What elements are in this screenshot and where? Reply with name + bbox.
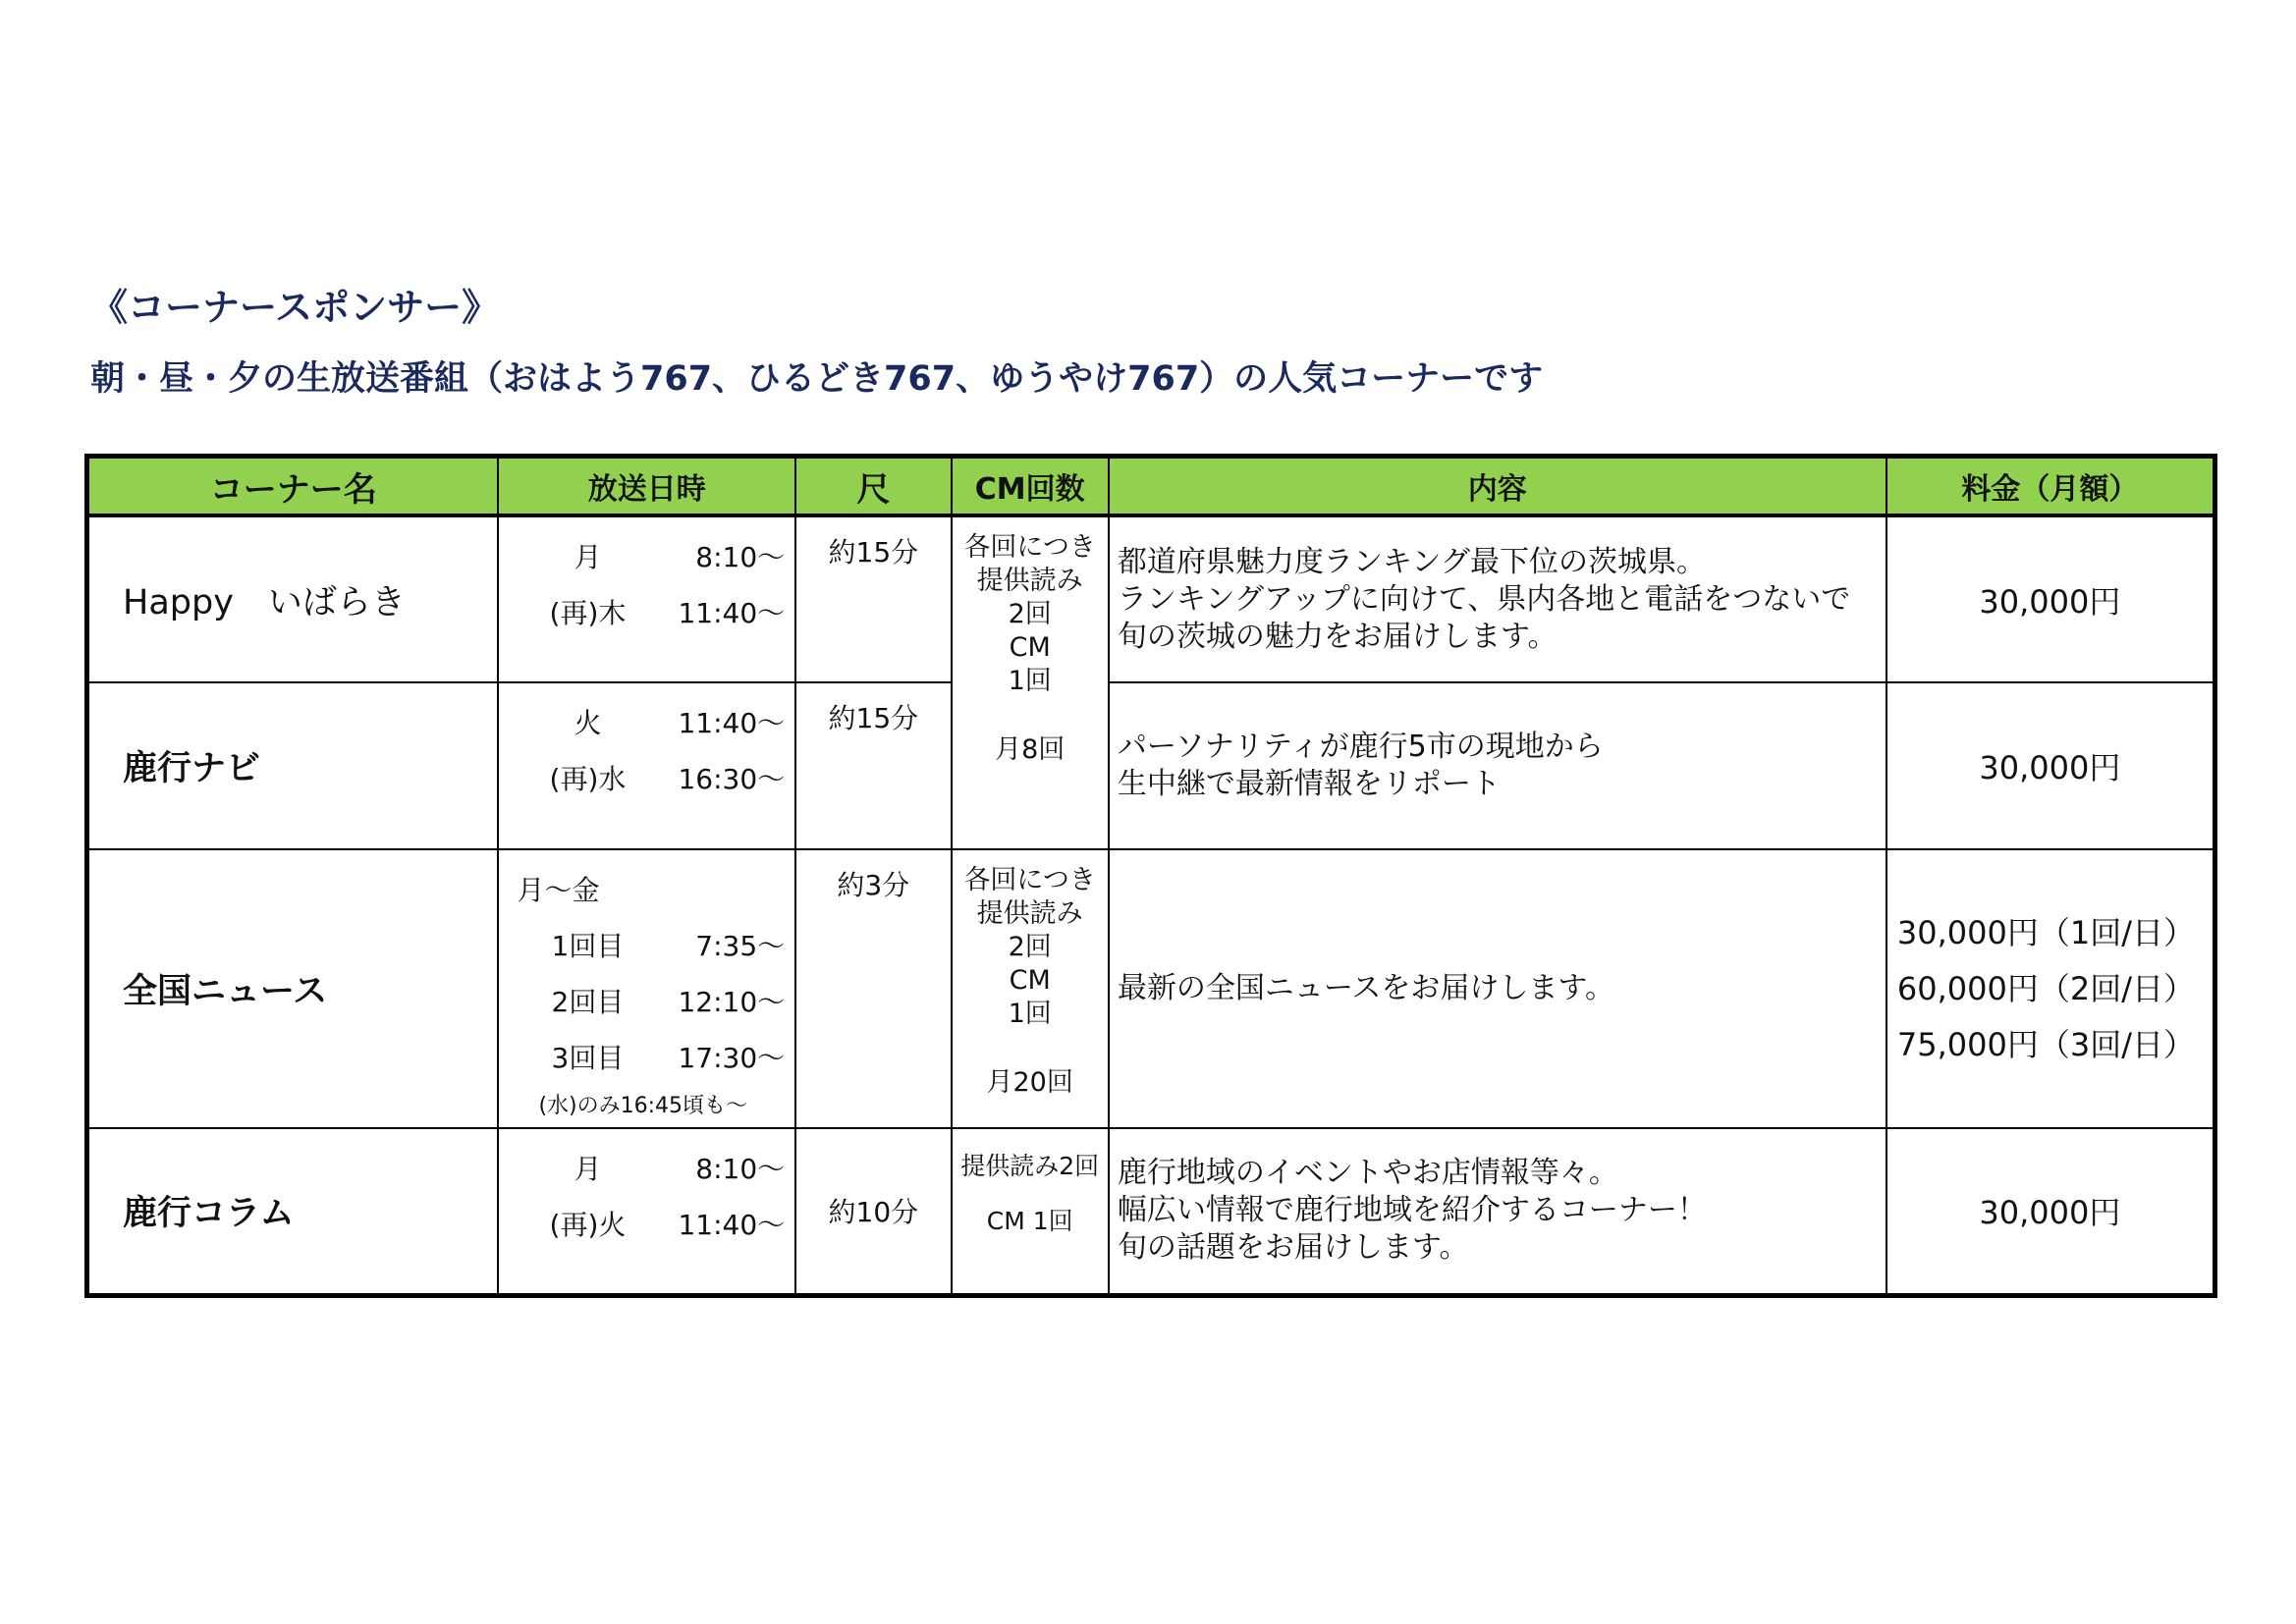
corner-name: 全国ニュース <box>87 849 499 1128</box>
schedule-line <box>499 972 794 1028</box>
length-cell: 約15分 <box>795 682 951 849</box>
cm-monthly: 月8回 <box>995 734 1066 765</box>
corner-name: 鹿行ナビ <box>87 682 499 849</box>
content-line: パーソナリティが鹿行5市の現地から <box>1117 730 1604 764</box>
schedule-line <box>499 916 794 972</box>
cm-line: 2回 <box>1008 599 1052 629</box>
schedule-cell <box>498 849 795 1128</box>
schedule-cell <box>498 1128 795 1295</box>
price-line: 60,000円（2回/日） <box>1896 969 2195 1007</box>
content-line: 生中継で最新情報をリポート <box>1117 767 1501 801</box>
schedule-day: (再)木 <box>549 596 627 629</box>
schedule-day: 月 <box>574 1152 602 1185</box>
price-cell: 30,000円 <box>1886 682 2215 849</box>
cm-cell <box>952 515 1109 849</box>
schedule-time: 11:40～ <box>678 1208 786 1241</box>
corner-name: Happy いばらき <box>87 515 499 682</box>
content-line: ランキングアップに向けて、県内各地と電話をつないで <box>1117 581 1851 617</box>
cm-line: CM <box>1009 965 1051 996</box>
corner-name: 鹿行コラム <box>87 1128 499 1295</box>
schedule-time: 11:40～ <box>678 706 786 739</box>
content-line: 最新の全国ニュースをお届けします。 <box>1117 971 1614 1005</box>
cm-line: 2回 <box>1008 932 1052 962</box>
schedule-line <box>499 860 794 916</box>
cm-line: 1回 <box>1008 999 1052 1029</box>
schedule-day: (再)水 <box>549 762 627 795</box>
schedule-line <box>499 1028 794 1084</box>
schedule-time: 12:10～ <box>678 985 786 1018</box>
length-cell: 約15分 <box>795 515 951 682</box>
price-cell: 30,000円 <box>1886 1128 2215 1295</box>
content-line: 鹿行地域のイベントやお店情報等々。 <box>1117 1156 1618 1191</box>
cm-cell <box>952 1128 1109 1295</box>
header-price: 料金（月額） <box>1886 457 2215 516</box>
schedule-cell <box>498 682 795 849</box>
cm-line: CM <box>1009 632 1051 663</box>
header-name: コーナー名 <box>87 457 499 516</box>
price-line: 30,000円（1回/日） <box>1896 913 2195 951</box>
header-cm: CM回数 <box>952 457 1109 516</box>
content-line: 旬の茨城の魅力をお届けします。 <box>1117 619 1558 654</box>
cm-line: 各回につき <box>963 532 1096 563</box>
schedule-line <box>499 583 794 639</box>
schedule-day: 月～金 <box>517 873 600 906</box>
schedule-day: 2回目 <box>551 985 625 1018</box>
content-line: 旬の話題をお届けします。 <box>1117 1230 1469 1266</box>
section-subheading: 朝・昼・夕の生放送番組（おはよう767、ひるどき767、ゆうやけ767）の人気コーナーです <box>90 359 1544 399</box>
content-cell <box>1109 1128 1886 1295</box>
table-header-row <box>87 457 2215 516</box>
length-cell: 約3分 <box>795 849 951 1128</box>
cm-line: CM 1回 <box>986 1207 1073 1235</box>
schedule-time: 16:30～ <box>678 762 786 795</box>
schedule-line <box>499 1139 794 1195</box>
content-cell <box>1109 849 1886 1128</box>
section-heading: 《コーナースポンサー》 <box>90 286 500 329</box>
schedule-time: 11:40～ <box>678 596 786 629</box>
schedule-time: 17:30～ <box>678 1041 786 1074</box>
content-cell <box>1109 682 1886 849</box>
header-content: 内容 <box>1109 457 1886 516</box>
schedule-time: 8:10～ <box>695 1152 786 1185</box>
schedule-cell <box>498 515 795 682</box>
cm-monthly: 月20回 <box>986 1067 1073 1098</box>
table-row <box>87 515 2215 682</box>
schedule-line <box>499 693 794 749</box>
content-cell <box>1109 515 1886 682</box>
schedule-time: 8:10～ <box>695 540 786 573</box>
header-length: 尺 <box>795 457 951 516</box>
cm-line: 提供読み <box>976 898 1083 929</box>
schedule-day: 火 <box>574 706 602 739</box>
price-line: 75,000円（3回/日） <box>1896 1025 2195 1063</box>
schedule-line <box>499 749 794 805</box>
corner-sponsor-table <box>84 454 2217 1298</box>
schedule-line <box>499 527 794 583</box>
cm-line: 提供読み <box>976 566 1083 596</box>
cm-line: 各回につき <box>963 865 1096 895</box>
table-row <box>87 1128 2215 1295</box>
table-row <box>87 849 2215 1128</box>
schedule-note: (水)のみ16:45頃も～ <box>538 1093 748 1118</box>
cm-cell <box>952 849 1109 1128</box>
content-line: 都道府県魅力度ランキング最下位の茨城県。 <box>1117 544 1706 579</box>
header-schedule: 放送日時 <box>498 457 795 516</box>
schedule-day: (再)火 <box>549 1208 627 1241</box>
cm-line: 1回 <box>1008 666 1052 696</box>
table-row <box>87 682 2215 849</box>
cm-line: 提供読み2回 <box>960 1152 1100 1180</box>
price-cell <box>1886 849 2215 1128</box>
schedule-time: 7:35～ <box>695 929 786 962</box>
price-cell: 30,000円 <box>1886 515 2215 682</box>
schedule-day: 3回目 <box>551 1041 625 1074</box>
schedule-line <box>499 1195 794 1251</box>
length-cell: 約10分 <box>795 1128 951 1295</box>
content-line: 幅広い情報で鹿行地域を紹介するコーナー！ <box>1117 1193 1707 1228</box>
schedule-day: 月 <box>574 540 602 573</box>
schedule-day: 1回目 <box>551 929 625 962</box>
